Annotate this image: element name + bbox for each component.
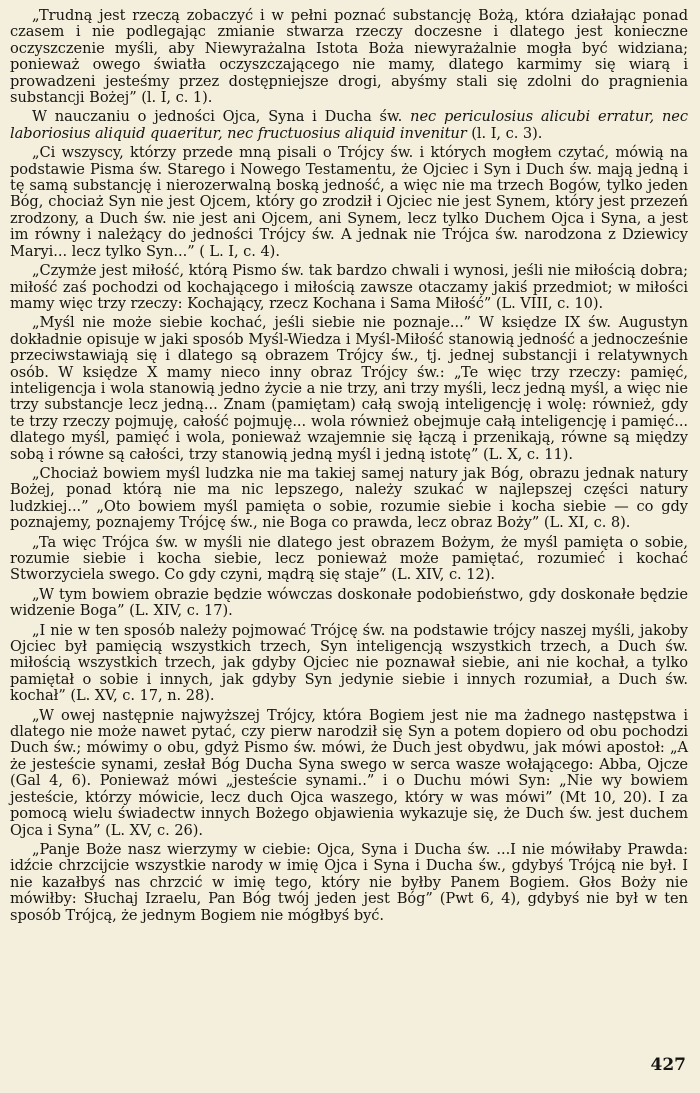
text-run: „W owej następnie najwyższej Trójcy, która Bogiem jest nie ma żadnego następstwa i dlatego nie może nawet pytać, czy pierw narodził się Syn a potem dopiero od obu pochodzi Duch św.; mówimy o obu, gdyż Pismo św. mówi, że Duch jest obydwu, jak mówi apostoł: „A że jesteście synami, zesłał Bóg Ducha Syna swego w serca wasze wołającego: Abba, Ojcze (Gal 4, 6). Ponieważ mówi „jesteście synami..” i o Duchu mówi Syn: „Nie wy bowiem jesteście, którzy mówicie, lecz duch Ojca waszego, który w was mówi” (Mt 10, 20). I za pomocą wielu świadectw innych Bożego objawienia wykazuje się, że Duch św. jest duchem Ojca i Syna” (L. XV, c. 26). — [10, 706, 688, 839]
paragraph — [10, 623, 688, 705]
text-run: „W tym bowiem obrazie będzie wówczas doskonałe podobieństwo, gdy doskonałe będzie widzenie Boga” (L. XIV, c. 17). — [10, 585, 688, 620]
paragraph — [10, 535, 688, 584]
paragraph — [10, 145, 688, 260]
paragraph — [10, 708, 688, 839]
italic-text: nec periculosius alicubi erratur, nec laboriosius aliquid quaeritur, nec fructuosius aliquid invenitur — [10, 108, 688, 142]
text-column — [10, 8, 688, 924]
page-number: 427 — [650, 1055, 686, 1075]
text-run: „Myśl nie może siebie kochać, jeśli siebie nie poznaje...” W księdze IX św. Augustyn dokładnie opisuje w jaki sposób Myśl-Wiedza i Myśl-Miłość stanowią jedność a jednocześnie przeciwstawiają się i dlatego są obrazem Trójcy św., tj. jednej substancji i relatywnych osób. W księdze X mamy nieco inny obraz Trójcy św.: „Te więc trzy rzeczy: pamięć, inteligencja i wola stanowią jedno życie a nie trzy, ani trzy myśli, lecz jedną myśl, a więc nie trzy substancje lecz jedną... Znam (pamiętam) całą swoją inteligencję i wolę: również, gdy te trzy rzeczy pojmuję, całość pojmuję... wola również obejmuje całą inteligencję i pamięć... dlatego myśl, pamięć i wola, ponieważ wzajemnie się łączą i przenikają, równe są między sobą i równe są całości, trzy stanowią jedną myśl i jedną istotę” (L. X, c. 11). — [10, 314, 688, 463]
text-run: „Czymże jest miłość, którą Pismo św. tak bardzo chwali i wynosi, jeśli nie miłością dobra; miłość zaś pochodzi od kochającego i miłością zawsze otaczamy jakiś przedmiot; w miłości mamy więc trzy rzeczy: Kochający, rzecz Kochana i Sama Miłość” (L. VIII, c. 10). — [10, 262, 688, 312]
text-run: „Panje Boże nasz wierzymy w ciebie: Ojca, Syna i Ducha św. ...I nie mówiłaby Prawda: idźcie chrzcijcie wszystkie narody w imię Ojca i Syna i Ducha św., gdybyś Trójcą nie był. I nie kazałbyś nas chrzcić w imię tego, który nie byłby Panem Bogiem. Głos Boży nie mówiłby: Słuchaj Izraelu, Pan Bóg twój jeden jest Bóg” (Pwt 6, 4), gdybyś nie był w ten sposób Trójcą, że jednym Bogiem nie mógłbyś być. — [10, 840, 688, 924]
paragraph — [10, 109, 688, 142]
text-run: „Ci wszyscy, którzy przede mną pisali o Trójcy św. i których mogłem czytać, mówią na podstawie Pisma św. Starego i Nowego Testamentu, że Ojciec i Syn i Duch św. mają jedną i tę samą substancję i nierozerwalną boską jedność, a więc nie ma trzech Bogów, tylko jeden Bóg, chociaż Syn nie jest Ojcem, który go zrodził i Ojciec nie jest Synem, który jest przezeń zrodzony, a Duch św. nie jest ani Ojcem, ani Synem, lecz tylko Duchem Ojca i Syna, a jest im równy i należący do jedności Trójcy św. A jednak nie Trójca św. narodzona z Dziewicy Maryi... lecz tylko Syn...” ( L. I, c. 4). — [10, 144, 688, 260]
paragraph — [10, 8, 688, 106]
text-run: „Chociaż bowiem myśl ludzka nie ma takiej samej natury jak Bóg, obrazu jednak natury Bożej, ponad którą nie ma nic lepszego, należy szukać w najlepszej części natury ludzkiej...” „Oto bowiem myśl pamięta o sobie, rozumie siebie i kocha siebie — co gdy poznajemy, poznajemy Trójcę św., nie Boga co prawda, lecz obraz Boży” (L. XI, c. 8). — [10, 464, 688, 532]
paragraph — [10, 466, 688, 532]
text-run: „Ta więc Trójca św. w myśli nie dlatego jest obrazem Bożym, że myśl pamięta o sobie, rozumie siebie i kocha siebie, lecz ponieważ może pamiętać, rozumieć i kochać Stworzyciela swego. Co gdy czyni, mądrą się staje” (L. XIV, c. 12). — [10, 533, 688, 584]
paragraph — [10, 842, 688, 924]
text-run: „I nie w ten sposób należy pojmować Trójcę św. na podstawie trójcy naszej myśli, jakoby Ojciec był pamięcią wszystkich trzech, Syn inteligencją wszystkich trzech, a Duch św. miłością wszystkich trzech, jak gdyby Ojciec nie poznawał siebie, ani nie kochał, a tylko pamiętał o sobie i innych, jak gdyby Syn jedynie siebie i innych rozumiał, a Duch św. kochał” (L. XV, c. 17, n. 28). — [10, 621, 688, 705]
text-run: „Trudną jest rzeczą zobaczyć i w pełni poznać substancję Bożą, która działając ponad czasem i nie podlegając zmianie stwarza rzeczy doczesne i dlatego jest konieczne oczyszczenie myśli, aby Niewyrażalna Istota Boża niewyrażalnie mogła być widziana; ponieważ owego światła oczyszczającego nie mamy, dlatego karmimy się wiarą i prowadzeni jesteśmy przez dostępniejsze drogi, abyśmy stali się zdolni do pragnienia substancji Bożej” (l. I, c. 1). — [10, 7, 688, 107]
text-run: W nauczaniu o jedności Ojca, Syna i Ducha św. — [32, 108, 411, 126]
paragraph — [10, 587, 688, 620]
paragraph — [10, 315, 688, 463]
text-run: (l. I, c. 3). — [466, 124, 543, 142]
paragraph — [10, 263, 688, 312]
